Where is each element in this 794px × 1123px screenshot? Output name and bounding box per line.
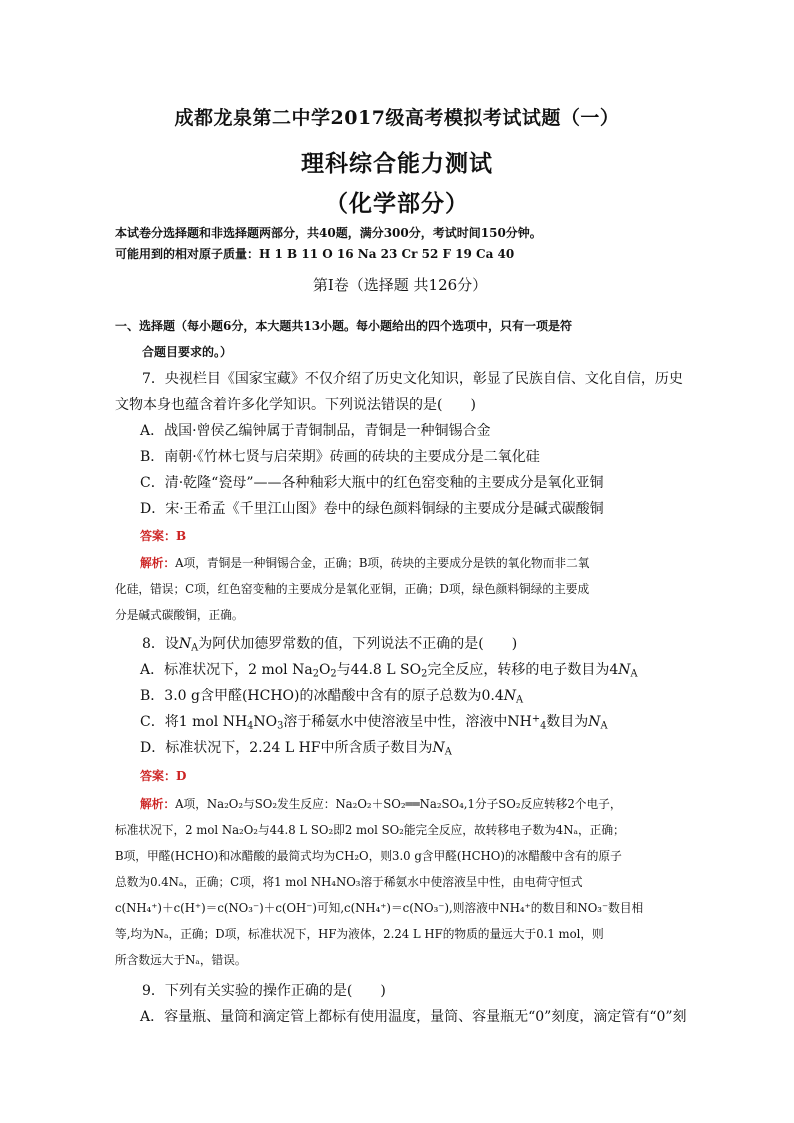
q7-explanation-label: 解析： — [140, 556, 176, 570]
q8-a-part2: O — [318, 662, 331, 678]
q9-option-a: A．容量瓶、量筒和滴定管上都标有使用温度，量筒、容量瓶无“0”刻度，滴定管有“0”刻 — [140, 1009, 687, 1025]
q8-d-text: D．标准状况下，2.24 L HF中所含质子数目为 — [140, 740, 433, 756]
q8-c-part1: C．将1 mol NH — [140, 714, 248, 730]
q8-a-part3: 与44.8 L SO — [336, 662, 422, 678]
q7-option-c: C．清·乾隆“瓷母”——各种釉彩大瓶中的红色窑变釉的主要成分是氧化亚铜 — [140, 475, 604, 491]
q8-b-na: N — [503, 688, 517, 704]
q8-d-na: N — [432, 740, 445, 756]
q8-option-c: C．将1 mol $NH_4NO_3$溶于稀氨水中使溶液呈中性，溶液中$NH^+_4$数目为$N_A$ — [140, 713, 608, 732]
q7-explanation-text-1: A项，青铜是一种铜锡合金，正确；B项，砖块的主要成分是铁的氧化物而非二氧 — [175, 556, 590, 570]
q8-explanation-4: 总数为0.4Nₐ，正确；C项，将1 mol NH₄NO₃溶于稀氨水中使溶液呈中性，由电荷守恒式 — [115, 875, 583, 889]
q8-explanation-1 — [140, 796, 710, 812]
q7-explanation-3: 分是碱式碳酸铜，正确。 — [115, 608, 244, 622]
q8-c-part3: 溶于稀氨水中使溶液呈中性，溶液中NH — [283, 714, 532, 730]
q8-b-na-sub: A — [516, 694, 524, 706]
q7-explanation-2: 化硅，错误；C项，红色窑变釉的主要成分是氧化亚铜，正确；D项，绿色颜料铜绿的主要成 — [115, 582, 590, 596]
exam-subtitle: 理科综合能力测试 — [301, 150, 493, 177]
q8-a-part1: A．标准状况下，2 mol Na — [140, 662, 313, 678]
q8-explanation-6: 等,均为Nₐ，正确；D项，标准状况下，HF为液体，2.24 L HF的物质的量远大于0.1 mol，则 — [115, 927, 604, 941]
q8-c-na: N — [588, 714, 601, 730]
q8-explanation-label: 解析： — [140, 797, 176, 811]
section-instruction-1: 一、选择题（每小题6分，本大题共13小题。每小题给出的四个选项中，只有一项是符 — [115, 319, 573, 333]
section-heading: 第Ⅰ卷（选择题 共126分） — [312, 276, 488, 294]
q7-stem-2: 文物本身也蕴含着许多化学知识。下列说法错误的是( ) — [115, 397, 476, 413]
q8-explanation-text-1: A项，Na₂O₂与SO₂发生反应：Na₂O₂＋SO₂══Na₂SO₄,1分子SO₂反应转移2个电子， — [175, 797, 622, 811]
exam-title: 成都龙泉第二中学2017级高考模拟考试试题（一） — [174, 107, 620, 129]
q8-explanation-3: B项，甲醛(HCHO)和冰醋酸的最简式均为CH₂O，则3.0 g含甲醛(HCHO)的冰醋酸中含有的原子 — [115, 849, 622, 863]
q8-explanation-5: c(NH₄⁺)＋c(H⁺)＝c(NO₃⁻)＋c(OH⁻)可知,c(NH₄⁺)＝c(NO₃⁻),则溶液中NH₄⁺的数目和NO₃⁻数目相 — [115, 901, 644, 915]
q8-answer: 答案：D — [140, 769, 187, 783]
q8-d-na-sub: A — [444, 746, 452, 758]
q8-option-d — [140, 737, 710, 757]
q8-a-na: N — [618, 662, 631, 678]
q8-a-part4: 完全反应，转移的电子数目为4 — [427, 662, 619, 678]
intro-line-1: 本试卷分选择题和非选择题两部分，共40题，满分300分，考试时间150分钟。 — [115, 226, 542, 240]
q8-stem — [142, 633, 712, 653]
q8-explanation-2: 标准状况下，2 mol Na₂O₂与44.8 L SO₂即2 mol SO₂能完全反应，故转移电子数为4Nₐ，正确； — [115, 823, 625, 837]
q7-stem-1: 7．央视栏目《国家宝藏》不仅介绍了历史文化知识，彰显了民族自信、文化自信，历史 — [142, 371, 683, 387]
q7-option-b: B．南朝·《竹林七贤与启荣期》砖画的砖块的主要成分是二氧化硅 — [140, 449, 540, 465]
q8-c-part4: 数目为 — [546, 714, 589, 730]
q7-answer: 答案：B — [140, 529, 187, 543]
q7-explanation-1 — [140, 555, 710, 571]
section-instruction-2: 合题目要求的。） — [142, 345, 233, 359]
q8-option-a: A．标准状况下，2 mol $Na_2O_2$与44.8 L $SO_2$完全反应，转移的电子数目为$4N_A$ — [140, 662, 638, 680]
q8-a-na-sub: A — [630, 668, 638, 680]
q8-stem-prefix: 8．设 — [142, 636, 179, 652]
q8-b-text: B．3.0 g含甲醛(HCHO)的冰醋酸中含有的原子总数为0.4 — [140, 688, 504, 704]
q8-na-subscript: A — [191, 642, 199, 654]
exam-subject: （化学部分） — [325, 190, 469, 217]
q8-c-part2: NO — [253, 714, 278, 730]
q7-option-d: D．宋·王希孟《千里江山图》卷中的绿色颜料铜绿的主要成分是碱式碳酸铜 — [140, 501, 604, 517]
q8-na-symbol: N — [178, 636, 192, 652]
q9-stem: 9．下列有关实验的操作正确的是( ) — [142, 983, 386, 999]
q8-stem-text: 为阿伏加德罗常数的值，下列说法不正确的是( ) — [198, 636, 518, 652]
q8-explanation-7: 所含数远大于Nₐ，错误。 — [115, 953, 247, 967]
q8-option-b — [140, 685, 710, 705]
q8-c-na-sub: A — [600, 720, 608, 732]
atomic-masses: 可能用到的相对原子质量：H 1 B 11 O 16 Na 23 Cr 52 F 19 Ca 40 — [115, 247, 515, 261]
q7-option-a: A．战国·曾侯乙编钟属于青铜制品，青铜是一种铜锡合金 — [140, 423, 491, 439]
